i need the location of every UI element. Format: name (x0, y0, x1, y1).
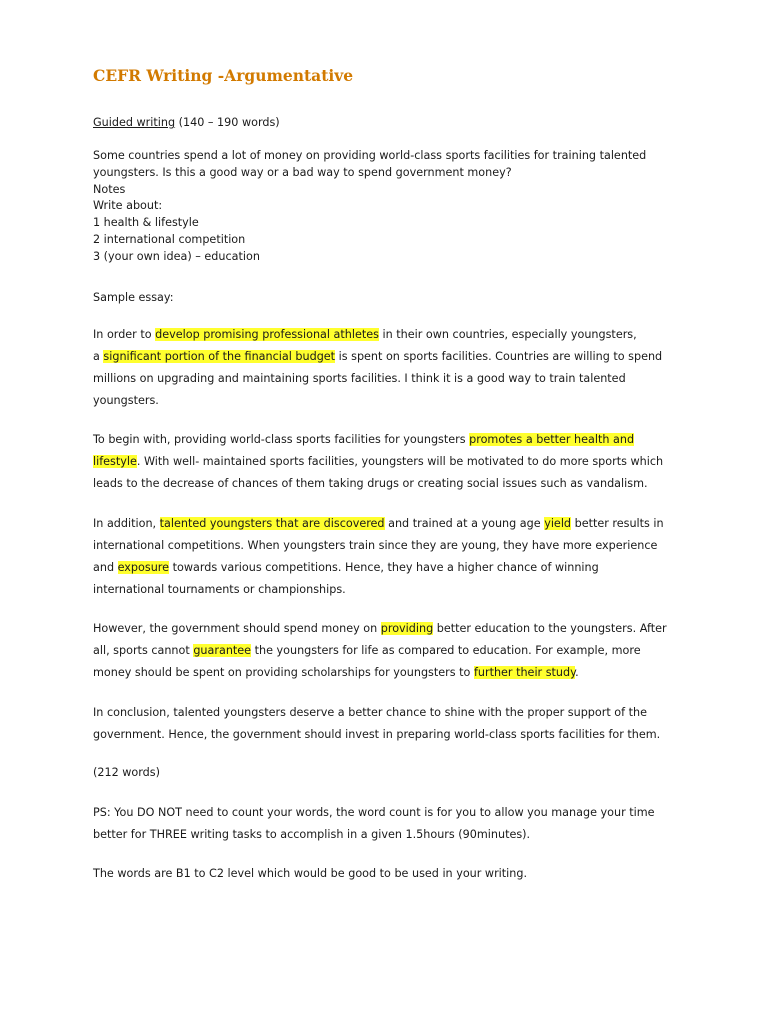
text-run: and trained at a young age (384, 517, 545, 530)
text-run: better for THREE writing tasks to accomplish in a given 1.5hours (90minutes). (93, 828, 531, 841)
closing-note: The words are B1 to C2 level which would be good to be used in your writing. (93, 867, 528, 880)
prompt-block (93, 148, 703, 266)
essay-paragraph-1 (93, 324, 703, 412)
text-run: youngsters. (93, 394, 159, 407)
text-run: . With well- maintained sports facilities, youngsters will be motivated to do more sports which (136, 455, 664, 468)
highlighted-phrase: significant portion of the financial budget (103, 350, 336, 363)
highlighted-phrase: lifestyle (93, 455, 137, 468)
highlighted-phrase: talented youngsters that are discovered (159, 517, 385, 530)
text-run: government. Hence, the government should invest in preparing world-class sports facilities for them. (93, 728, 661, 741)
text-run: international tournaments or championships. (93, 583, 346, 596)
text-run: To begin with, providing world-class sports facilities for youngsters (93, 433, 470, 446)
text-run: and (93, 561, 118, 574)
text-run: is spent on sports facilities. Countries are willing to spend (335, 350, 663, 363)
prompt-line: Write about: (93, 199, 163, 213)
text-run: In addition, (93, 517, 160, 530)
text-run: However, the government should spend money on (93, 622, 381, 635)
text-run: a (93, 350, 104, 363)
text-run: In order to (93, 328, 156, 341)
guided-writing-line (93, 115, 703, 132)
text-run: the youngsters for life as compared to education. For example, more (251, 644, 641, 657)
highlighted-phrase: develop promising professional athletes (155, 328, 379, 341)
ps-note (93, 802, 703, 846)
text-run: millions on upgrading and maintaining sports facilities. I think it is a good way to train talented (93, 372, 626, 385)
highlighted-phrase: providing (380, 622, 434, 635)
highlighted-phrase: yield (544, 517, 572, 530)
guided-writing-range: (140 – 190 words) (178, 116, 280, 129)
document-title: CEFR Writing -Argumentative (93, 66, 354, 85)
highlighted-phrase: further their study (473, 666, 576, 679)
text-run: towards various competitions. Hence, they have a higher chance of winning (169, 561, 599, 574)
prompt-line: youngsters. Is this a good way or a bad way to spend government money? (93, 165, 512, 179)
text-run: PS: You DO NOT need to count your words, the word count is for you to allow you manage your time (93, 806, 655, 819)
text-run: better education to the youngsters. After (433, 622, 667, 635)
essay-paragraph-3 (93, 513, 703, 601)
sample-essay-label: Sample essay: (93, 291, 174, 304)
text-run: leads to the decrease of chances of them taking drugs or creating social issues such as vandalism. (93, 477, 648, 490)
text-run: In conclusion, talented youngsters deserve a better chance to shine with the proper support of the (93, 706, 647, 719)
prompt-line: 1 health & lifestyle (93, 216, 199, 230)
text-run: better results in (571, 517, 664, 530)
highlighted-phrase: exposure (117, 561, 170, 574)
word-count: (212 words) (93, 766, 160, 779)
guided-writing-label: Guided writing (93, 116, 176, 129)
text-run: international competitions. When youngsters train since they are young, they have more experience (93, 539, 658, 552)
highlighted-phrase: promotes a better health and (469, 433, 635, 446)
text-run: all, sports cannot (93, 644, 194, 657)
prompt-line: 2 international competition (93, 232, 246, 246)
prompt-line: Notes (93, 182, 126, 196)
essay-paragraph-2 (93, 429, 703, 495)
prompt-line: 3 (your own idea) – education (93, 249, 260, 263)
prompt-line: Some countries spend a lot of money on providing world-class sports facilities for training talented (93, 149, 647, 162)
essay-paragraph-4 (93, 618, 703, 684)
text-run: in their own countries, especially youngsters, (378, 328, 637, 341)
highlighted-phrase: guarantee (193, 644, 252, 657)
text-run: . (575, 666, 579, 679)
text-run: money should be spent on providing scholarships for youngsters to (93, 666, 474, 679)
essay-paragraph-5 (93, 702, 703, 746)
